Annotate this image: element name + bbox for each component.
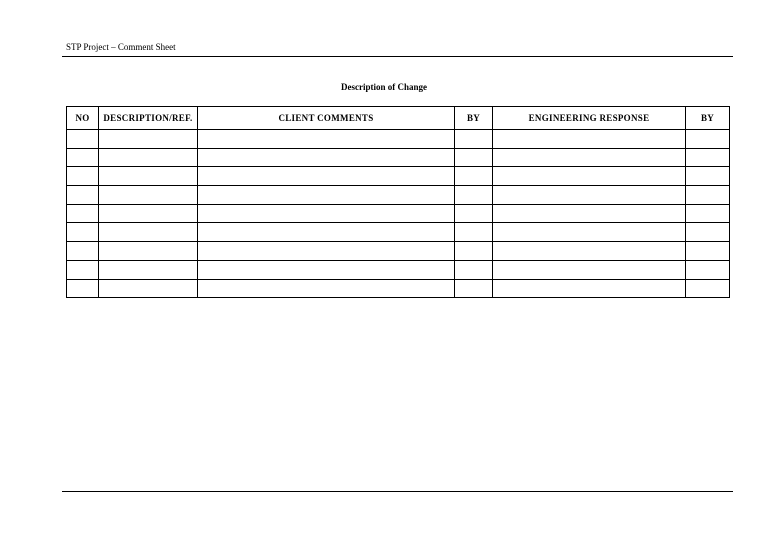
- table-cell[interactable]: [67, 130, 99, 149]
- column-header-client-by: BY: [455, 107, 493, 130]
- table-body: [67, 130, 730, 298]
- column-header-engineering-response: ENGINEERING RESPONSE: [493, 107, 686, 130]
- table-cell[interactable]: [455, 186, 493, 205]
- column-header-engineering-by: BY: [686, 107, 730, 130]
- table-cell[interactable]: [198, 167, 455, 186]
- table-row: [67, 148, 730, 167]
- table-cell[interactable]: [67, 148, 99, 167]
- table-cell[interactable]: [67, 186, 99, 205]
- table-cell[interactable]: [493, 204, 686, 223]
- table-cell[interactable]: [493, 242, 686, 261]
- table-row: [67, 260, 730, 279]
- table-cell[interactable]: [686, 204, 730, 223]
- table-cell[interactable]: [686, 279, 730, 298]
- column-header-no: NO: [67, 107, 99, 130]
- table-cell[interactable]: [455, 167, 493, 186]
- table-cell[interactable]: [198, 279, 455, 298]
- table-row: [67, 130, 730, 149]
- comment-table: [66, 106, 730, 298]
- table-cell[interactable]: [67, 167, 99, 186]
- table-cell[interactable]: [99, 242, 198, 261]
- table-cell[interactable]: [67, 223, 99, 242]
- table-cell[interactable]: [99, 260, 198, 279]
- table-cell[interactable]: [198, 223, 455, 242]
- table-cell[interactable]: [198, 186, 455, 205]
- section-title: Description of Change: [341, 82, 427, 92]
- table-cell[interactable]: [493, 260, 686, 279]
- header-divider: [62, 56, 733, 57]
- table-row: [67, 223, 730, 242]
- table-cell[interactable]: [686, 242, 730, 261]
- table-row: [67, 279, 730, 298]
- table-cell[interactable]: [67, 260, 99, 279]
- footer-divider: [62, 491, 733, 492]
- table-cell[interactable]: [67, 279, 99, 298]
- table-cell[interactable]: [455, 242, 493, 261]
- table-cell[interactable]: [99, 130, 198, 149]
- table-cell[interactable]: [455, 130, 493, 149]
- table-cell[interactable]: [493, 186, 686, 205]
- table-cell[interactable]: [198, 148, 455, 167]
- table-cell[interactable]: [686, 130, 730, 149]
- column-header-client-comments: CLIENT COMMENTS: [198, 107, 455, 130]
- table-cell[interactable]: [198, 242, 455, 261]
- table-header-row: [67, 107, 730, 130]
- table-row: [67, 242, 730, 261]
- document-header-title: STP Project – Comment Sheet: [66, 42, 176, 52]
- table-cell[interactable]: [493, 130, 686, 149]
- table-cell[interactable]: [493, 167, 686, 186]
- table-cell[interactable]: [686, 260, 730, 279]
- table-row: [67, 204, 730, 223]
- table-cell[interactable]: [99, 186, 198, 205]
- table-cell[interactable]: [67, 204, 99, 223]
- table-cell[interactable]: [198, 204, 455, 223]
- table-cell[interactable]: [493, 223, 686, 242]
- table-row: [67, 167, 730, 186]
- table-cell[interactable]: [99, 148, 198, 167]
- column-header-description-ref: DESCRIPTION/REF.: [99, 107, 198, 130]
- table-cell[interactable]: [686, 167, 730, 186]
- table-cell[interactable]: [455, 279, 493, 298]
- table-cell[interactable]: [455, 148, 493, 167]
- table-cell[interactable]: [67, 242, 99, 261]
- table-cell[interactable]: [686, 223, 730, 242]
- table-cell[interactable]: [198, 130, 455, 149]
- table-cell[interactable]: [455, 204, 493, 223]
- table-cell[interactable]: [99, 204, 198, 223]
- table-cell[interactable]: [99, 279, 198, 298]
- table-cell[interactable]: [455, 223, 493, 242]
- table-cell[interactable]: [99, 223, 198, 242]
- table-cell[interactable]: [99, 167, 198, 186]
- table-cell[interactable]: [198, 260, 455, 279]
- table-cell[interactable]: [493, 279, 686, 298]
- table-cell[interactable]: [455, 260, 493, 279]
- table-cell[interactable]: [686, 148, 730, 167]
- table-cell[interactable]: [493, 148, 686, 167]
- table-row: [67, 186, 730, 205]
- table-cell[interactable]: [686, 186, 730, 205]
